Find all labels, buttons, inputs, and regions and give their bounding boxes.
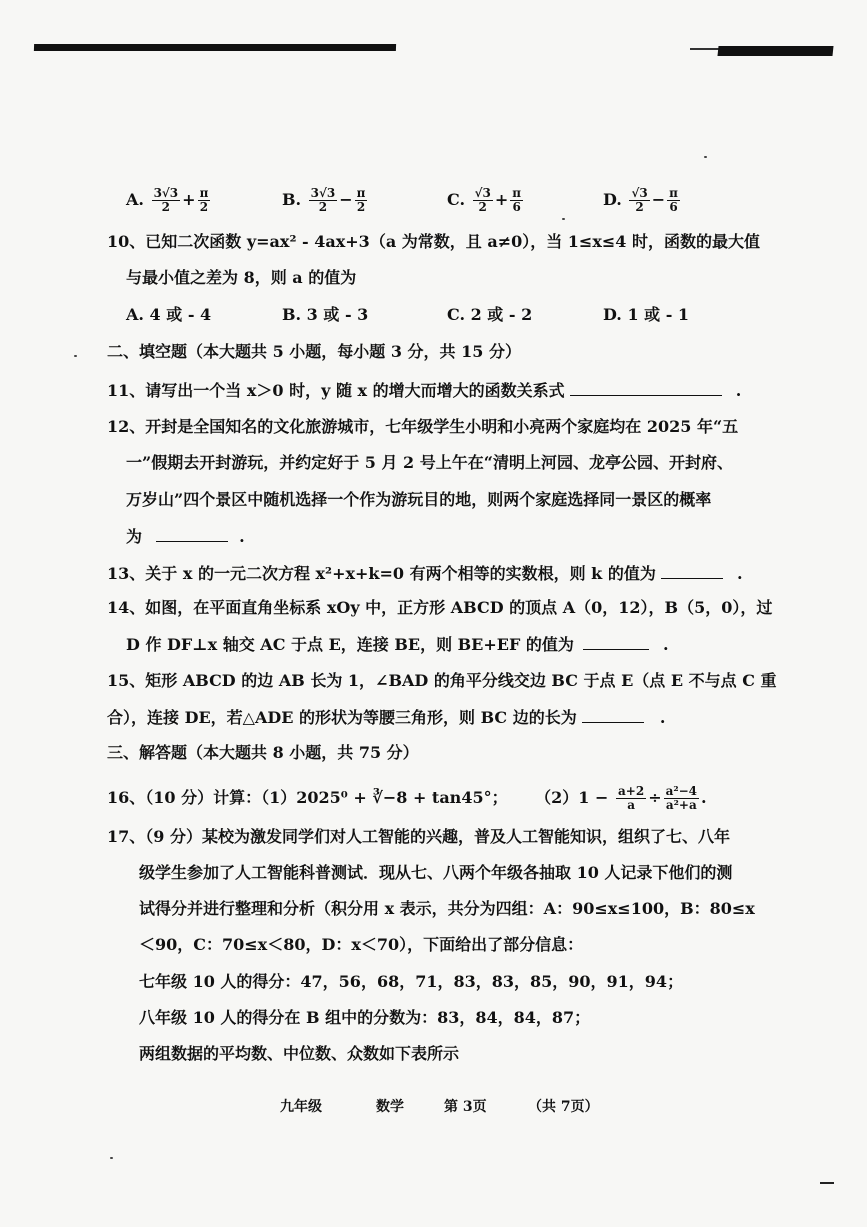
q12-line3: 万岁山”四个景区中随机选择一个作为游玩目的地，则两个家庭选择同一景区的概率 — [126, 490, 712, 509]
q14-answer-blank[interactable] — [583, 633, 649, 650]
q9-option-a[interactable]: A. $\frac{3√3}{2}$ + $\frac{\pi}{2}$ — [126, 186, 209, 214]
q16: 16、（10 分）计算：（1）2025⁰ + ∛−8 + tan45°； （2）1 − $\frac{a+2}{a}$ ÷ $\frac{\text{a²−4}}{\text{a²+a}}$ . — [107, 784, 707, 812]
q12-answer-blank[interactable] — [156, 525, 228, 542]
scan-edge-top-left — [34, 44, 396, 51]
footer-grade: 九年级 — [280, 1099, 322, 1115]
q12-line4: 为 . — [126, 527, 245, 546]
q17-line3: 试得分并进行整理和分析（积分用 x 表示，共分为四组：A：90≤x≤100，B：80≤x — [139, 899, 755, 918]
scan-speck — [110, 1157, 113, 1159]
q10-line2: 与最小值之差为 8，则 a 的值为 — [126, 268, 357, 287]
q15-answer-blank[interactable] — [582, 706, 644, 723]
q13-answer-blank[interactable] — [661, 562, 723, 579]
q17-line1: 17、（9 分）某校为激发同学们对人工智能的兴趣，普及人工智能知识，组织了七、八年 — [107, 827, 730, 846]
q15-line2: 合），连接 DE，若△ADE 的形状为等腰三角形，则 BC 边的长为 . — [107, 708, 666, 727]
frac-a: $\frac{3√3}{2}$ — [153, 186, 179, 214]
footer-subject: 数学 — [376, 1099, 404, 1115]
q11: 11、请写出一个当 x＞0 时，y 随 x 的增大而增大的函数关系式 . — [107, 381, 742, 400]
q17-table-intro: 两组数据的平均数、中位数、众数如下表所示 — [139, 1044, 460, 1063]
scan-speck — [74, 355, 77, 357]
q10-option-b[interactable]: B. 3 或 - 3 — [282, 305, 369, 324]
q15-line1: 15、矩形 ABCD 的边 AB 长为 1，∠BAD 的角平分线交边 BC 于点 E（点 E 不与点 C 重 — [107, 671, 777, 690]
section-3-heading: 三、解答题（本大题共 8 小题，共 75 分） — [107, 743, 419, 762]
q10-line1: 10、已知二次函数 y=ax² - 4ax+3（a 为常数，且 a≠0），当 1≤x≤4 时，函数的最大值 — [107, 232, 760, 251]
q17-grade8-scores: 八年级 10 人的得分在 B 组中的分数为：83，84，84，87； — [139, 1008, 591, 1027]
q10-option-d[interactable]: D. 1 或 - 1 — [603, 305, 690, 324]
scan-edge-top-right-thin — [690, 48, 720, 50]
q10-option-a[interactable]: A. 4 或 - 4 — [126, 305, 212, 324]
q11-answer-blank[interactable] — [570, 379, 722, 396]
q17-grade7-scores: 七年级 10 人的得分：47，56，68，71，83，83，85，90，91，94； — [139, 972, 684, 991]
q14-line1: 14、如图，在平面直角坐标系 xOy 中，正方形 ABCD 的顶点 A（0，12），B（5，0），过 — [107, 598, 773, 617]
q9-option-b[interactable]: B. $\frac{3√3}{2}$ − $\frac{\pi}{2}$ — [282, 186, 366, 214]
q12-line2: 一”假期去开封游玩，并约定好于 5 月 2 号上午在“清明上河园、龙亭公园、开封府、 — [126, 453, 733, 472]
q9-option-d[interactable]: D. $\frac{√3}{2}$ − $\frac{\pi}{6}$ — [603, 186, 678, 214]
footer-page: 第 3页 — [444, 1099, 487, 1115]
scan-speck — [704, 156, 707, 158]
frac-a-pi: $\frac{\pi}{2}$ — [199, 186, 209, 214]
section-2-heading: 二、填空题（本大题共 5 小题，每小题 3 分，共 15 分） — [107, 342, 521, 361]
q17-line2: 级学生参加了人工智能科普测试．现从七、八两个年级各抽取 10 人记录下他们的测 — [139, 863, 733, 882]
scan-edge-top-right — [717, 46, 833, 56]
q10-option-c[interactable]: C. 2 或 - 2 — [447, 305, 533, 324]
footer-total: （共 7页） — [528, 1099, 599, 1115]
q9-option-c[interactable]: C. $\frac{√3}{2}$ + $\frac{\pi}{6}$ — [447, 186, 522, 214]
q16-fraction-2: $\frac{\text{a²−4}}{\text{a²+a}}$ — [665, 784, 698, 812]
q17-line4: ＜90，C：70≤x＜80，D：x＜70），下面给出了部分信息： — [139, 935, 584, 954]
q13: 13、关于 x 的一元二次方程 x²+x+k=0 有两个相等的实数根，则 k 的值为 . — [107, 564, 743, 583]
q14-line2: D 作 DF⊥x 轴交 AC 于点 E，连接 BE，则 BE+EF 的值为 . — [126, 635, 669, 654]
q16-fraction-1: $\frac{a+2}{a}$ — [618, 784, 645, 812]
q12-line1: 12、开封是全国知名的文化旅游城市，七年级学生小明和小亮两个家庭均在 2025 年“五 — [107, 417, 739, 436]
scan-speck — [562, 218, 565, 220]
scan-edge-bottom-right — [820, 1182, 834, 1184]
